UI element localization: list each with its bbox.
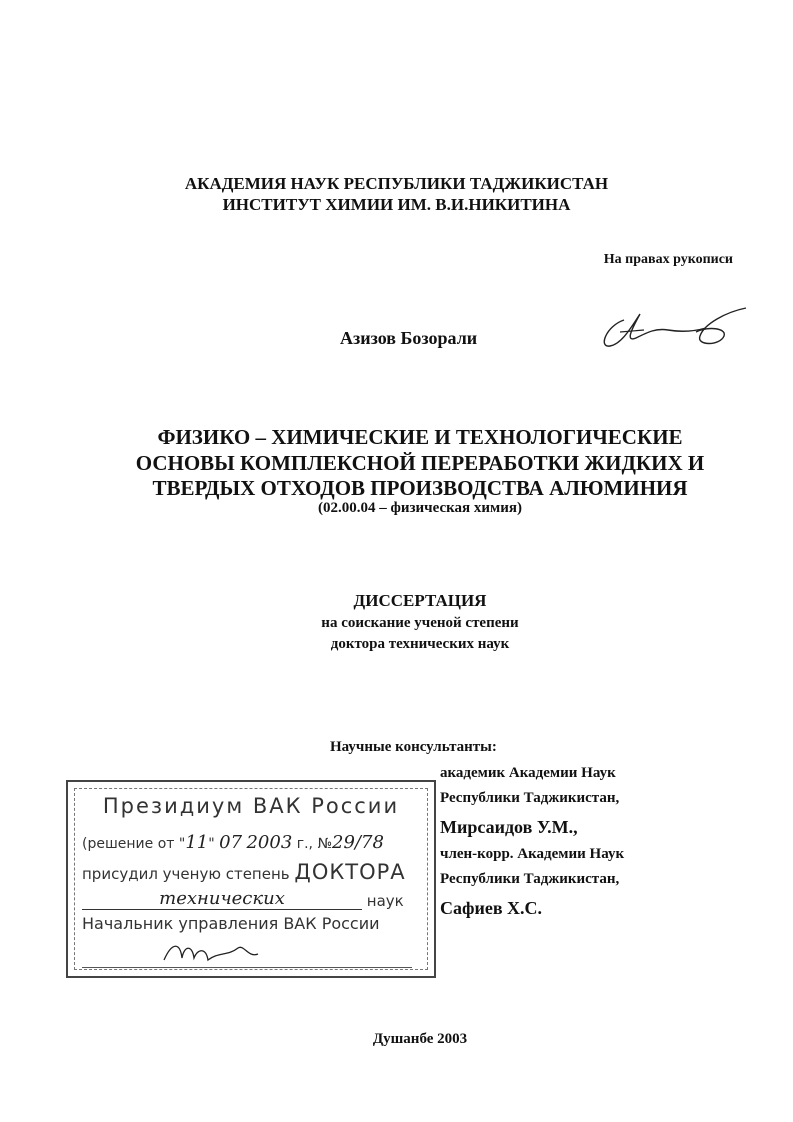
- stamp-number: 29/78: [332, 832, 384, 853]
- consultant-1-name: Мирсаидов У.М.,: [440, 817, 578, 837]
- author-signature: [596, 302, 756, 354]
- stamp-bottom-rule: [82, 967, 412, 968]
- specialty-code: (02.00.04 – физическая химия): [317, 500, 523, 516]
- stamp-field-handwritten: технических: [82, 888, 362, 910]
- consultant-1-title-1: академик Академии Наук: [440, 765, 616, 781]
- title-line-1: ФИЗИКО – ХИМИЧЕСКИЕ И ТЕХНОЛОГИЧЕСКИЕ: [157, 425, 683, 449]
- manuscript-rights-note: На правах рукописи: [603, 252, 733, 267]
- title-line-3: ТВЕРДЫХ ОТХОДОВ ПРОИЗВОДСТВА АЛЮМИНИЯ: [152, 476, 688, 500]
- stamp-field-suffix: наук: [366, 892, 404, 910]
- stamp-awarded-text: присудил ученую степень: [82, 865, 290, 883]
- author-name: Азизов Бозорали: [340, 328, 478, 348]
- city-year: Душанбе 2003: [372, 1031, 468, 1047]
- stamp-field-line: [82, 888, 422, 910]
- stamp-number-prefix: г., №: [296, 836, 333, 852]
- stamp-decision-prefix: (решение от ": [82, 836, 186, 852]
- consultant-2-title-1: член-корр. Академии Наук: [440, 846, 625, 862]
- consultant-2-title-2: Республики Таджикистан,: [440, 871, 620, 887]
- consultants-label: Научные консультанты:: [330, 739, 497, 755]
- stamp-month: 07: [219, 832, 243, 853]
- stamp-title: Президиум ВАК России: [102, 794, 400, 818]
- vak-stamp: [66, 780, 436, 978]
- stamp-quote: ": [208, 836, 215, 852]
- dissertation-heading: ДИССЕРТАЦИЯ: [353, 591, 487, 610]
- consultant-2-name: Сафиев Х.С.: [440, 898, 543, 918]
- academy-name: АКАДЕМИЯ НАУК РЕСПУБЛИКИ ТАДЖИКИСТАН: [184, 174, 609, 193]
- consultant-1-title-2: Республики Таджикистан,: [440, 790, 620, 806]
- dissertation-degree-line-2: доктора технических наук: [330, 636, 510, 652]
- title-line-2: ОСНОВЫ КОМПЛЕКСНОЙ ПЕРЕРАБОТКИ ЖИДКИХ И: [135, 451, 705, 475]
- stamp-signature: [158, 938, 298, 966]
- stamp-year: 2003: [246, 832, 293, 853]
- stamp-degree: ДОКТОРА: [294, 860, 406, 884]
- stamp-day: 11: [185, 832, 209, 853]
- stamp-awarded-line: [82, 860, 406, 884]
- dissertation-degree-line-1: на соискание ученой степени: [321, 615, 519, 631]
- institute-name: ИНСТИТУТ ХИМИИ ИМ. В.И.НИКИТИНА: [222, 195, 571, 214]
- stamp-decision-line: [82, 832, 384, 853]
- stamp-head-title: Начальник управления ВАК России: [82, 914, 380, 933]
